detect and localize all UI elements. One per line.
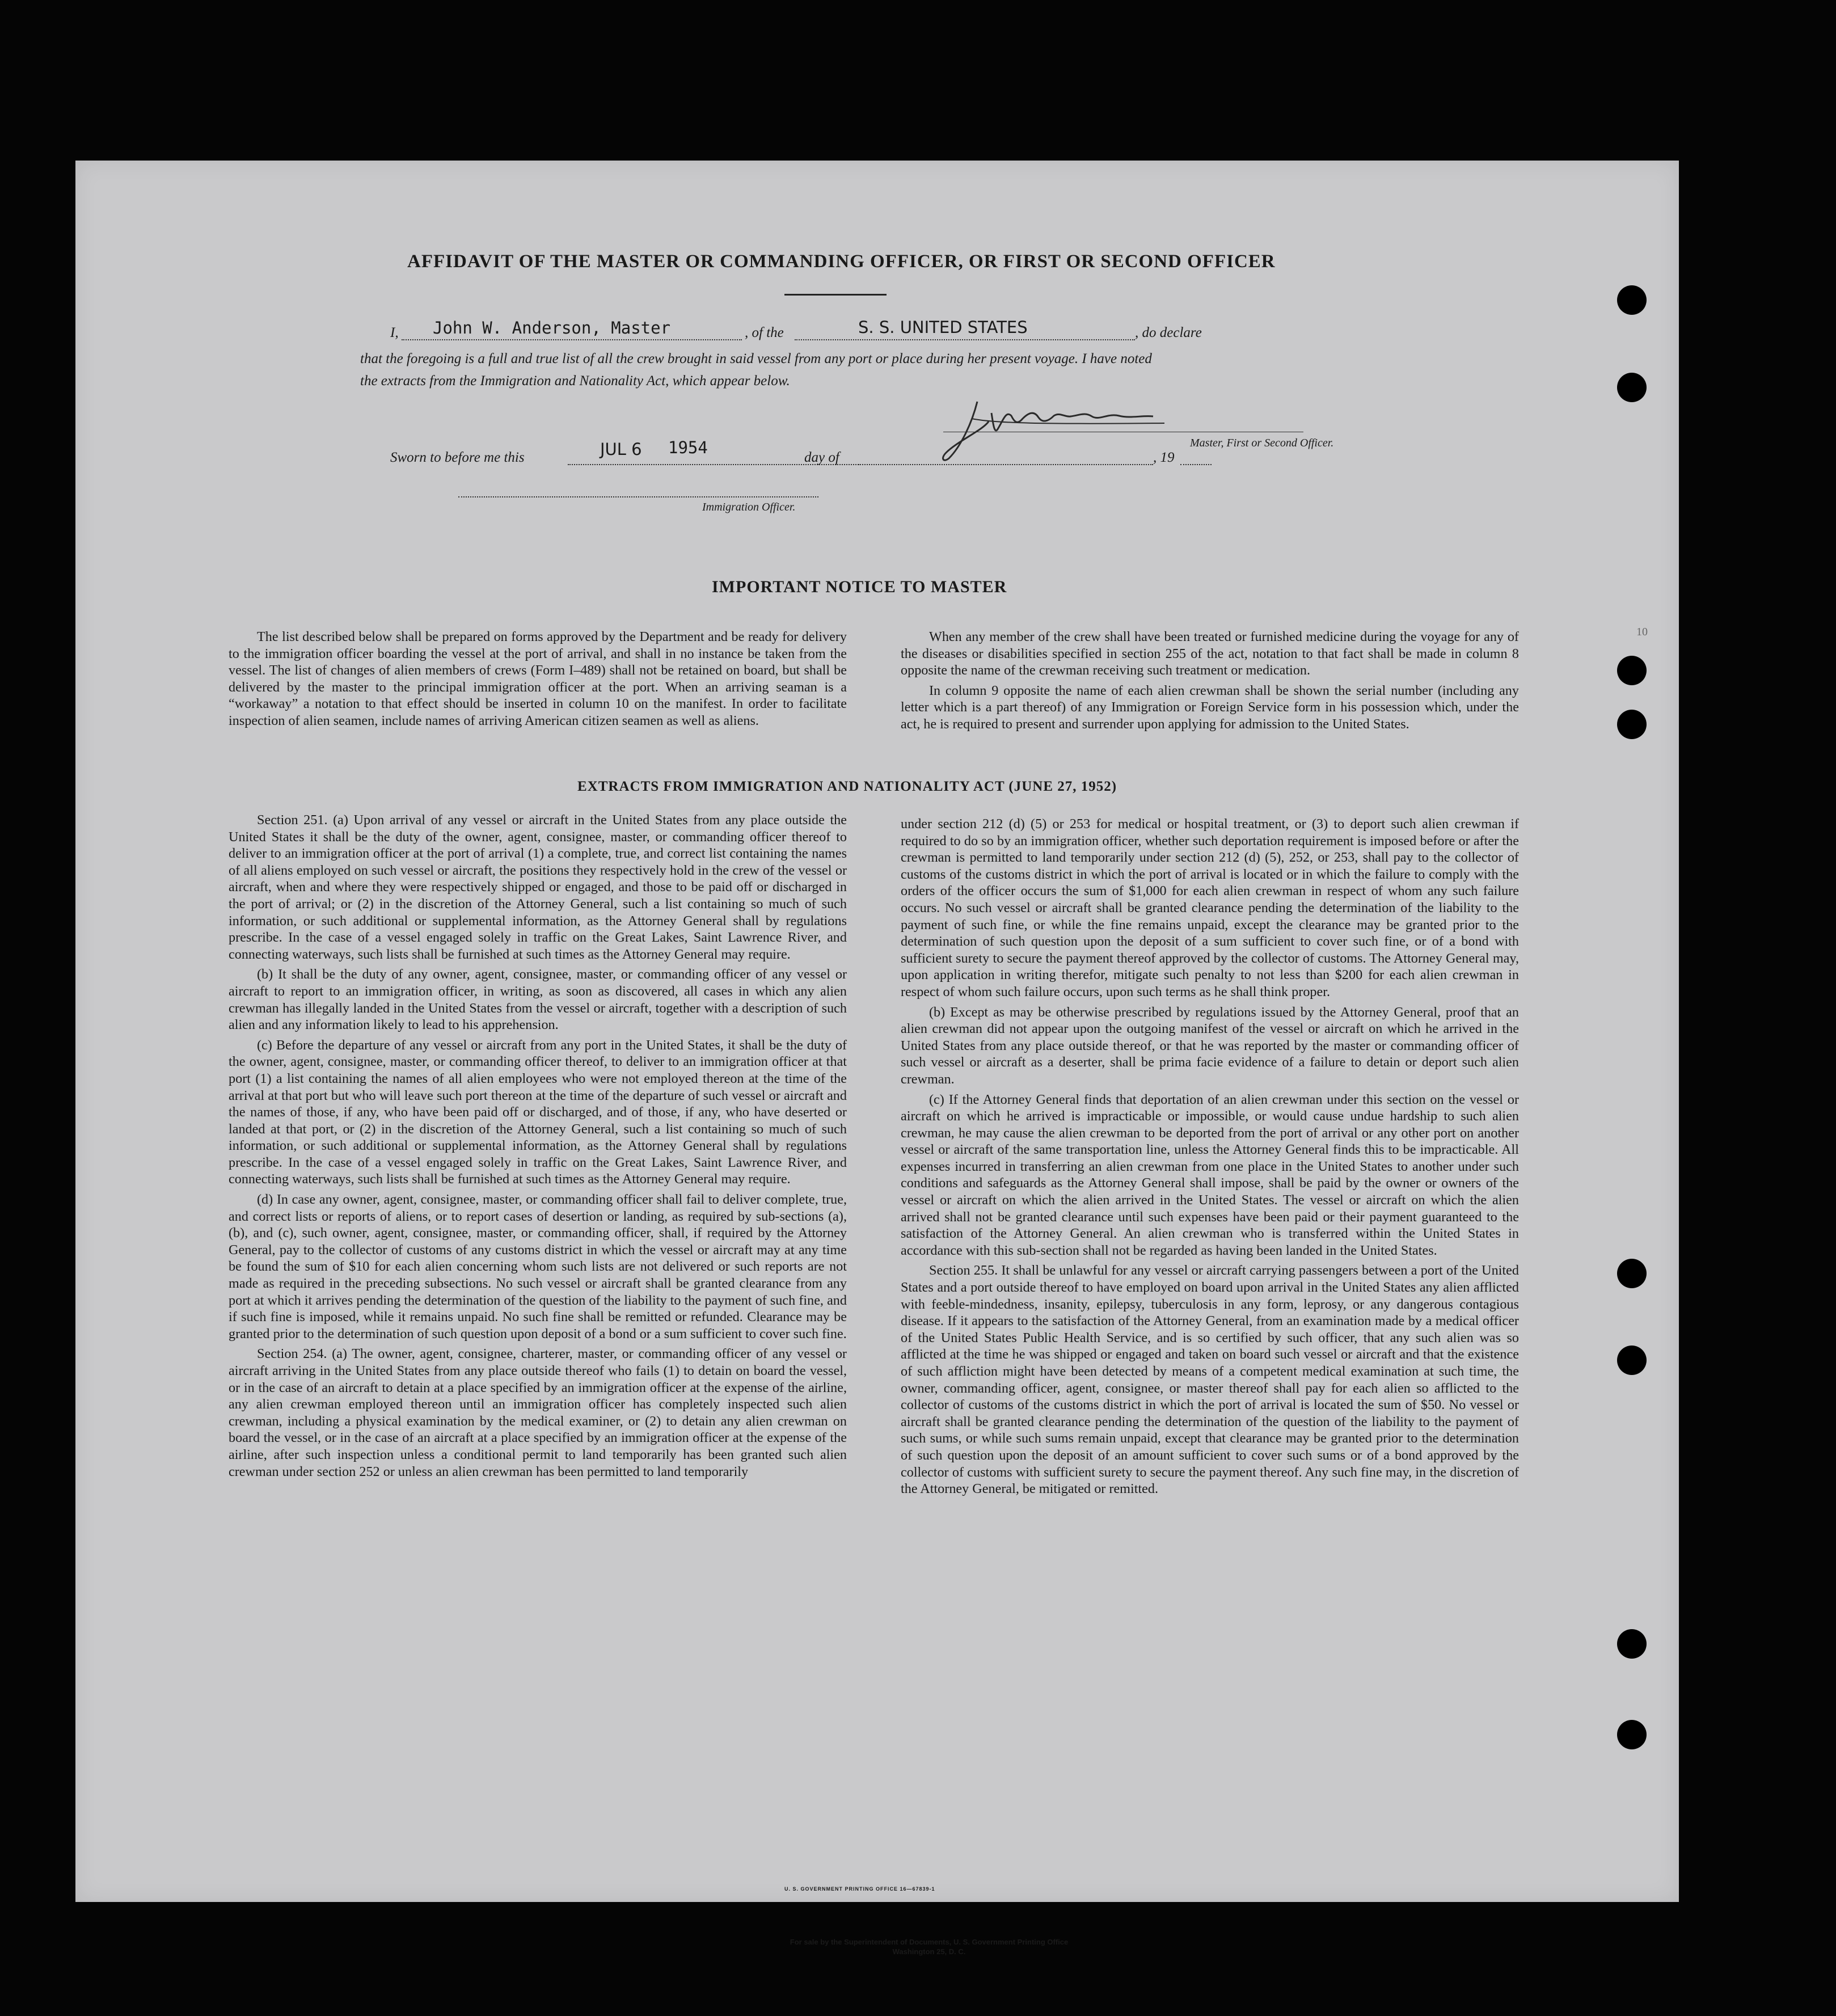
punch-hole <box>1617 373 1647 402</box>
section-251c: (c) Before the departure of any vessel or aircraft from any port in the United States, it shall be the duty of the owner, agent, consignee, master, or commanding officer thereof, to deliver to an immigration officer at that port (1) a list containing the names of all alien employees who were not employed thereon at the time of the arrival at that port but who will leave such port thereon at the time of the departure of such vessel or aircraft and the names of those, if any, who have been paid off or discharged, and of those, if any, who have deserted or landed at that port, or (2) in the discretion of the Attorney General, such a list containing so much of such information, or such additional or supplemental information, as the Attorney General shall by regulations prescribe. In the case of a vessel engaged solely in traffic on the Great Lakes, Saint Lawrence River, and connecting waterways, such lists shall be furnished at such times as the Attorney General may require. <box>229 1037 847 1187</box>
punch-hole <box>1617 656 1647 685</box>
punch-hole <box>1617 710 1647 739</box>
title-underline <box>784 294 887 296</box>
notice-title: IMPORTANT NOTICE TO MASTER <box>712 577 1007 596</box>
declaration-line-2: the extracts from the Immigration and Nationality Act, which appear below. <box>360 373 790 389</box>
punch-hole <box>1617 1720 1647 1749</box>
punch-hole <box>1617 285 1647 315</box>
sale-line-2: Washington 25, D. C. <box>892 1947 966 1956</box>
vessel-name: S. S. UNITED STATES <box>858 318 1028 337</box>
notice-left-text: The list described below shall be prepared on forms approved by the Department and be ready for delivery to the immigration officer boarding the vessel at the port of arrival, and shall in no instance be taken from the vessel. The list of changes of alien members of crews (Form I–489) shall not be retained on board, but shall be delivered by the master to the principal immigration officer at the port. When an arriving seaman is a “workaway” a notation to that effect should be inserted in column 10 on the manifest. In order to facilitate inspection of alien seamen, include names of arriving American citizen seamen as well as aliens. <box>229 629 847 728</box>
sworn-label: Sworn to before me this <box>390 450 525 465</box>
section-254b: (b) Except as may be otherwise prescribed by regulations issued by the Attorney General, proof that an alien crewman did not appear upon the outgoing manifest of the vessel or aircraft on which he arrived in the United States from any place outside thereof, or that he was reported by the master or commanding officer of such vessel or aircraft as a deserter, shall be prima facie evidence of a failure to detain or deport such alien crewman. <box>901 1004 1519 1087</box>
master-caption: Master, First or Second Officer. <box>1190 437 1334 449</box>
section-255: Section 255. It shall be unlawful for any vessel or aircraft carrying passengers between a port of the United States and a port outside thereof to have employed on board upon arrival in the United States any alien afflicted with feeble-mindedness, insanity, epilepsy, tuberculosis in any form, leprosy, or any dangerous contagious disease. If it appears to the satisfaction of the Attorney General, from an examination made by a medical officer of the United States Public Health Service, and is so certified by such officer, that any such alien was so afflicted at the time he was shipped or engaged and taken on board such vessel or aircraft and that the existence of such affliction might have been detected by means of a competent medical examination at such time, the owner, commanding officer, agent, consignee, or master thereof shall pay for each alien so afflicted to the collector of customs of the customs district in which the port of arrival is located the sum of $50. No vessel or aircraft shall be granted clearance pending the determination of the question of the liability to the payment of such sums, or while such sums remain unpaid, except that clearance may be granted prior to the determination of such question upon the deposit of an amount sufficient to cover such sums or of a bond approved by the collector of customs with sufficient surety to secure the payment thereof. Any such fine may, in the discretion of the Attorney General, be mitigated or remitted. <box>901 1263 1519 1497</box>
punch-hole <box>1617 1259 1647 1288</box>
punch-hole <box>1617 1629 1647 1659</box>
sworn-year: 1954 <box>668 438 708 457</box>
section-254c: (c) If the Attorney General finds that deportation of an alien crewman under this section on the vessel or aircraft on which he arrived is impracticable or impossible, or would cause undue hardship to such alien crewman, he may cause the alien crewman to be deported from the port of arrival or any other port on another vessel or aircraft of the same transportation line, unless the Attorney General finds this to be impracticable. All expenses incurred in transferring an alien crewman from one place in the United States to another under such conditions and safeguards as the Attorney General shall impose, shall be paid by the owner or owners of the vessel or aircraft on which the alien arrived in the United States. The vessel or aircraft on which the alien arrived shall not be granted clearance until such expenses have been paid or their payment guaranteed to the satisfaction of the Attorney General. An alien crewman who is transferred within the United States in accordance with this sub-section shall not be regarded as having been landed in the United States. <box>901 1091 1519 1258</box>
of-the-label: , of the <box>745 325 784 340</box>
vessel-name-line <box>795 339 1135 340</box>
i-label: I, <box>390 325 399 340</box>
printing-office-mark: U. S. GOVERNMENT PRINTING OFFICE 16—67839-1 <box>784 1886 935 1892</box>
day-of-label: day of <box>804 450 839 465</box>
month-line <box>858 464 1153 465</box>
year-line <box>1180 464 1212 465</box>
notice-left-column <box>229 629 847 733</box>
notice-right-column <box>901 629 1519 736</box>
section-251d: (d) In case any owner, agent, consignee, master, or commanding officer shall fail to deliver complete, true, and correct lists or reports of aliens, or to report cases of desertion or landing, as required by sub-sections (a), (b), and (c), such owner, agent, consignee, master, or commanding officer, shall, if required by the Attorney General, pay to the collector of customs of any customs district in which the vessel or aircraft may at any time be found the sum of $10 for each alien concerning whom such lists are not delivered or such reports are not made as required in the preceding subsections. No such vessel or aircraft shall be granted clearance from any port at which it arrives pending the determination of the question of the liability to the payment of such fine, and if such fine is imposed, while it remains unpaid. No such fine shall be remitted or refunded. Clearance may be granted prior to the determination of such question upon deposit of a bond or a sum sufficient to cover such fine. <box>229 1192 847 1342</box>
immigration-caption: Immigration Officer. <box>702 501 796 513</box>
section-251a: Section 251. (a) Upon arrival of any vessel or aircraft in the United States from any place outside the United States it shall be the duty of the owner, agent, consignee, master, or commanding officer thereof to deliver to an immigration officer at the port of arrival (1) a complete, true, and correct list containing the names of all aliens employed on such vessel or aircraft, the positions they respectively hold in the crew of the vessel or aircraft, when and where they were respectively shipped or engaged, and those to be paid off or discharged in the port of arrival; or (2) in the discretion of the Attorney General, such a list containing so much of such information, or such additional or supplemental information, as the Attorney General shall by regulations prescribe. In the case of a vessel engaged solely in traffic on the Great Lakes, Saint Lawrence River, and connecting waterways, such lists shall be furnished at such times as the Attorney General may require. <box>229 812 847 962</box>
section-254a-continued: under section 212 (d) (5) or 253 for medical or hospital treatment, or (3) to deport such alien crewman if required to do so by an immigration officer, whether such deportation requirement is imposed before or after the crewman is permitted to land temporarily under section 212 (d) (5), 252, or 253, shall pay to the collector of customs of the customs district in which the port of arrival is located or in which the failure to comply with the orders of the officer occurs the sum of $1,000 for each alien crewman in respect of whom any such failure occurs. No such vessel or aircraft shall be granted clearance pending the determination of the liability to the payment of such fine, or while the fine remains unpaid, except the clearance may be granted prior to the determination of such question upon the deposit of a sum sufficient to cover such fine, or of a bond with sufficient surety to secure the payment thereof approved by the collector of customs. The Attorney General may, upon application in writing therefor, mitigate such penalty to not less than $200 for each alien crewman in respect of whom such failure occurs, upon such terms as he shall think proper. <box>901 816 1519 999</box>
master-name: John W. Anderson, Master <box>433 318 671 338</box>
affidavit-title: AFFIDAVIT OF THE MASTER OR COMMANDING OFFICER, OR FIRST OR SECOND OFFICER <box>407 251 1276 272</box>
nineteen-label: , 19 <box>1153 450 1175 465</box>
margin-number: 10 <box>1636 626 1648 638</box>
declaration-line-1: that the foregoing is a full and true list of all the crew brought in said vessel from any port or place during her present voyage. I have noted <box>360 351 1152 366</box>
extracts-left-column <box>229 812 847 1483</box>
extracts-right-column <box>901 816 1519 1501</box>
sworn-date: JUL 6 <box>600 440 642 459</box>
master-signature <box>938 390 1176 464</box>
notice-right-text-1: When any member of the crew shall have been treated or furnished medicine during the voyage for any of the diseases or disabilities specified in section 255 of the act, notation to that fact shall be made in column 8 opposite the name of the crewman receiving such treatment or medication. <box>901 629 1519 678</box>
do-declare-label: , do declare <box>1135 325 1202 340</box>
immigration-officer-line <box>458 496 818 497</box>
master-name-line <box>402 339 742 340</box>
notice-right-text-2: In column 9 opposite the name of each alien crewman shall be shown the serial number (including any letter which is a part thereof) of any Immigration or Foreign Service form in his possession which, under the act, he is required to present and surrender upon applying for admission to the United States. <box>901 682 1519 732</box>
extracts-title: EXTRACTS FROM IMMIGRATION AND NATIONALITY ACT (JUNE 27, 1952) <box>577 779 1117 794</box>
punch-hole <box>1617 1346 1647 1375</box>
section-251b: (b) It shall be the duty of any owner, agent, consignee, master, or commanding officer of any vessel or aircraft to report to an immigration officer, in writing, as soon as discovered, all cases in which any alien crewman has illegally landed in the United States from the vessel or aircraft, together with a description of such alien and any information likely to lead to his apprehension. <box>229 967 847 1033</box>
document-page <box>75 161 1679 1956</box>
section-254a: Section 254. (a) The owner, agent, consignee, charterer, master, or commanding officer of any vessel or aircraft arriving in the United States from any place outside thereof who fails (1) to detain on board the vessel, or in the case of an aircraft to detain at a place specified by an immigration officer at the expense of the airline, any alien crewman employed thereon until an immigration officer has completely inspected such alien crewman, including a physical examination by the medical examiner, or (2) to detain any alien crewman on board the vessel, or in the case of an aircraft at a place specified by an immigration officer at the expense of the airline, after such inspection unless a conditional permit to land temporarily has been granted such alien crewman under section 252 or unless an alien crewman has been permitted to land temporarily <box>229 1346 847 1479</box>
sale-line-1: For sale by the Superintendent of Documents, U. S. Government Printing Office <box>790 1938 1069 1946</box>
